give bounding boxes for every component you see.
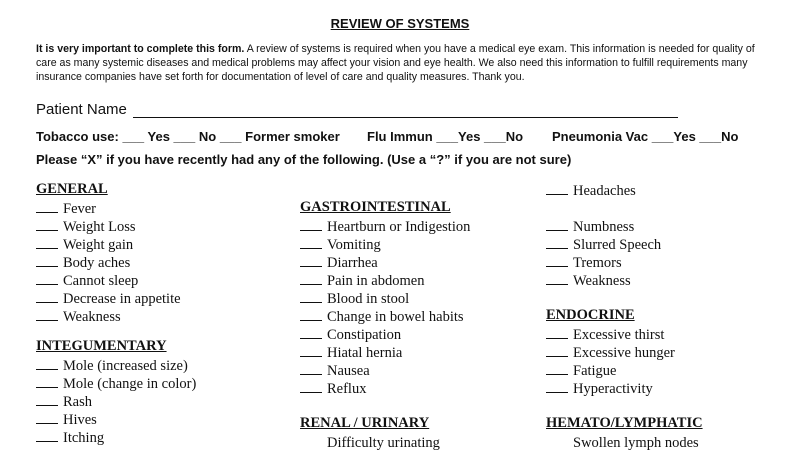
item-label: Hives xyxy=(63,412,97,428)
checkbox-blank[interactable] xyxy=(36,216,58,231)
checklist-item[interactable] xyxy=(36,198,96,216)
checkbox-blank[interactable] xyxy=(300,306,322,321)
section-heading-general: GENERAL xyxy=(36,181,108,197)
item-label: Mole (change in color) xyxy=(63,376,197,392)
checkbox-blank[interactable] xyxy=(546,324,568,339)
item-label: Fatigue xyxy=(573,363,617,379)
checkbox-blank[interactable] xyxy=(36,198,58,213)
checkbox-blank[interactable] xyxy=(300,234,322,249)
item-label: Excessive thirst xyxy=(573,327,665,343)
checkbox-blank[interactable] xyxy=(36,252,58,267)
pneumonia-vac-row xyxy=(552,129,738,144)
item-label: Fever xyxy=(63,201,97,217)
item-label: Cannot sleep xyxy=(63,273,139,289)
checklist-item[interactable] xyxy=(36,409,97,427)
checkbox-blank[interactable] xyxy=(36,234,58,249)
checkbox-blank[interactable] xyxy=(36,288,58,303)
checklist-item[interactable] xyxy=(36,288,181,306)
checklist-item[interactable] xyxy=(36,252,130,270)
checkbox-blank[interactable] xyxy=(300,360,322,375)
item-label: Nausea xyxy=(327,363,370,379)
section-heading-renal-urinary: RENAL / URINARY xyxy=(300,415,430,431)
item-label: Mole (increased size) xyxy=(63,358,188,374)
checklist-item[interactable] xyxy=(36,391,92,409)
checklist-item[interactable] xyxy=(300,288,409,306)
checklist-item[interactable] xyxy=(300,234,381,252)
section-heading-gastrointestinal: GASTROINTESTINAL xyxy=(300,199,451,215)
item-label: Swollen lymph nodes xyxy=(573,435,699,451)
pneumonia-no-option[interactable]: No xyxy=(721,129,739,144)
item-label: Weakness xyxy=(573,273,631,289)
item-label: Rash xyxy=(63,394,92,410)
item-label: Weakness xyxy=(63,309,121,325)
checkbox-blank[interactable] xyxy=(300,342,322,357)
checkbox-blank[interactable] xyxy=(36,355,58,370)
checklist-item[interactable] xyxy=(300,306,464,324)
checklist-item[interactable] xyxy=(300,378,366,396)
checklist-item[interactable] xyxy=(546,378,653,396)
section-heading-endocrine: ENDOCRINE xyxy=(546,307,635,323)
item-label: Heartburn or Indigestion xyxy=(327,219,471,235)
checkbox-blank[interactable] xyxy=(36,427,58,442)
checkbox-blank[interactable] xyxy=(300,378,322,393)
checklist-item[interactable] xyxy=(36,306,121,324)
checkbox-blank[interactable] xyxy=(546,342,568,357)
checklist-item[interactable] xyxy=(546,216,634,234)
flu-immun-row xyxy=(367,129,523,144)
section-heading-integumentary: INTEGUMENTARY xyxy=(36,338,167,354)
pneumonia-label: Pneumonia Vac ___ xyxy=(552,129,674,144)
checklist-item[interactable] xyxy=(36,355,188,373)
item-label: Numbness xyxy=(573,219,635,235)
checklist-item[interactable] xyxy=(300,324,401,342)
flu-immun-label: Flu Immun ___ xyxy=(367,129,459,144)
item-label: Vomiting xyxy=(327,237,381,253)
checklist-item[interactable] xyxy=(546,360,617,378)
checkbox-blank[interactable] xyxy=(36,373,58,388)
checkbox-blank[interactable] xyxy=(546,378,568,393)
checkbox-blank[interactable] xyxy=(300,288,322,303)
intro-paragraph xyxy=(36,43,776,84)
pneumonia-yes-option[interactable]: Yes ___ xyxy=(673,129,722,144)
checklist-item[interactable] xyxy=(546,432,699,450)
tobacco-use-row xyxy=(36,129,340,144)
checkbox-blank[interactable] xyxy=(300,216,322,231)
checkbox-blank[interactable] xyxy=(546,180,568,195)
checklist-item[interactable] xyxy=(36,270,138,288)
patient-name-field[interactable] xyxy=(133,102,678,118)
flu-immun-yes-option[interactable]: Yes ___ xyxy=(458,129,506,144)
checklist-item[interactable] xyxy=(36,234,133,252)
checkbox-blank[interactable] xyxy=(36,391,58,406)
checklist-item[interactable] xyxy=(546,324,664,342)
checkbox-blank[interactable] xyxy=(546,234,568,249)
item-label: Excessive hunger xyxy=(573,345,675,361)
intro-bold-sentence: It is very important to complete this form. xyxy=(36,43,245,55)
checkbox-blank[interactable] xyxy=(300,252,322,267)
checkbox-blank[interactable] xyxy=(36,270,58,285)
checkbox-blank[interactable] xyxy=(546,216,568,231)
checkbox-blank[interactable] xyxy=(300,432,322,447)
item-label: Pain in abdomen xyxy=(327,273,425,289)
checklist-item[interactable] xyxy=(546,342,675,360)
item-label: Body aches xyxy=(63,255,131,271)
tobacco-label: Tobacco use: ___ xyxy=(36,129,145,144)
patient-name-row xyxy=(36,101,678,118)
checklist-item[interactable] xyxy=(546,234,661,252)
checkbox-blank[interactable] xyxy=(36,409,58,424)
checkbox-blank[interactable] xyxy=(546,270,568,285)
checklist-item[interactable] xyxy=(36,216,136,234)
patient-name-label: Patient Name xyxy=(36,101,127,118)
checklist-item[interactable] xyxy=(36,373,196,391)
item-label: Reflux xyxy=(327,381,367,397)
item-label: Diarrhea xyxy=(327,255,378,271)
tobacco-no-option[interactable]: No ___ xyxy=(198,129,242,144)
checklist-item[interactable] xyxy=(300,342,402,360)
item-label: Weight Loss xyxy=(63,219,136,235)
item-label: Slurred Speech xyxy=(573,237,662,253)
checkbox-blank[interactable] xyxy=(300,270,322,285)
checkbox-blank[interactable] xyxy=(546,252,568,267)
checklist-item[interactable] xyxy=(36,427,104,445)
intro-body-text: A review of systems is required when you have a medical eye exam. This information is needed for quality of care as many systemic diseases and medical problems may affect your vision and eye health. We also need this information to fulfill requirements many insurance companies have set forth for documentation of level of care and quality measures. Thank you. xyxy=(36,43,755,83)
item-label: Blood in stool xyxy=(327,291,410,307)
checklist-item[interactable] xyxy=(300,360,370,378)
tobacco-yes-option[interactable]: Yes ___ xyxy=(147,129,196,144)
checkbox-blank[interactable] xyxy=(36,306,58,321)
checklist-item[interactable] xyxy=(300,432,440,450)
checkbox-blank[interactable] xyxy=(300,324,322,339)
item-label: Change in bowel habits xyxy=(327,309,464,325)
item-label: Hiatal hernia xyxy=(327,345,403,361)
item-label: Difficulty urinating xyxy=(327,435,440,451)
item-label: Constipation xyxy=(327,327,402,343)
item-label: Hyperactivity xyxy=(573,381,653,397)
item-label: Itching xyxy=(63,430,105,446)
checklist-item[interactable] xyxy=(546,270,631,288)
item-label: Weight gain xyxy=(63,237,134,253)
checklist-item[interactable] xyxy=(300,252,378,270)
flu-immun-no-option[interactable]: No xyxy=(505,129,524,144)
checkbox-blank[interactable] xyxy=(546,432,568,447)
checkbox-blank[interactable] xyxy=(546,360,568,375)
checklist-item[interactable] xyxy=(546,252,622,270)
section-heading-hemato-lymphatic: HEMATO/LYMPHATIC xyxy=(546,415,703,431)
item-label: Tremors xyxy=(573,255,622,271)
item-label: Headaches xyxy=(573,183,636,199)
checklist-item[interactable] xyxy=(300,270,424,288)
item-label: Decrease in appetite xyxy=(63,291,181,307)
checklist-item[interactable] xyxy=(300,216,470,234)
form-title: REVIEW OF SYSTEMS xyxy=(330,16,470,31)
checklist-item[interactable] xyxy=(546,180,636,198)
tobacco-former-option[interactable]: Former smoker xyxy=(245,129,340,144)
instructions-text: Please “X” if you have recently had any of the following. (Use a “?” if you are not sure) xyxy=(36,152,572,167)
